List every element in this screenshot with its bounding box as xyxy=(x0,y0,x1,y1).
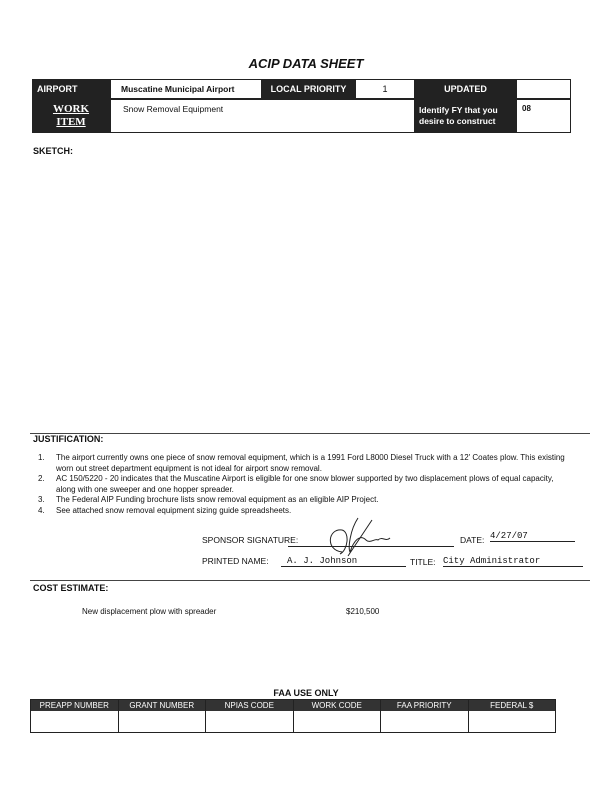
faa-column xyxy=(293,700,381,732)
page-title: ACIP DATA SHEET xyxy=(248,56,364,71)
title-label: TITLE: xyxy=(410,557,436,567)
justification-label: JUSTIFICATION: xyxy=(33,434,104,444)
faa-column xyxy=(31,700,118,732)
printed-name-value[interactable]: A. J. Johnson xyxy=(281,556,406,567)
divider xyxy=(30,580,590,581)
item-number: 1. xyxy=(38,453,45,462)
work-label: WORK xyxy=(52,103,90,115)
faa-column xyxy=(118,700,206,732)
date-label: DATE: xyxy=(460,535,485,545)
faa-field[interactable] xyxy=(119,711,206,732)
local-priority-label: LOCAL PRIORITY xyxy=(262,79,355,99)
title-value[interactable]: City Administrator xyxy=(443,556,583,567)
faa-column-header: NPIAS CODE xyxy=(206,700,293,711)
item-number: 4. xyxy=(38,505,45,515)
faa-field[interactable] xyxy=(294,711,381,732)
list-item xyxy=(38,453,573,474)
work-item-label xyxy=(32,99,110,133)
faa-table xyxy=(30,699,556,733)
faa-column-header: WORK CODE xyxy=(294,700,381,711)
updated-value[interactable] xyxy=(516,79,571,99)
faa-column-header: GRANT NUMBER xyxy=(119,700,206,711)
cost-estimate-label: COST ESTIMATE: xyxy=(33,583,109,593)
sponsor-signature-label: SPONSOR SIGNATURE: xyxy=(202,535,299,545)
list-item xyxy=(38,474,573,495)
faa-column-header: FEDERAL $ xyxy=(469,700,556,711)
item-text: See attached snow removal equipment sizing guide spreadsheets. xyxy=(56,505,292,515)
date-value[interactable]: 4/27/07 xyxy=(490,531,575,542)
item-number: 3. xyxy=(38,495,45,504)
faa-field[interactable] xyxy=(206,711,293,732)
faa-column xyxy=(380,700,468,732)
work-item-value[interactable]: Snow Removal Equipment xyxy=(110,99,415,133)
item-number: 2. xyxy=(38,474,45,483)
faa-column xyxy=(205,700,293,732)
item-text: AC 150/5220 - 20 indicates that the Muscatine Airport is eligible for one snow blower supported by two displacement plows of equal capacity, along with one sweeper and one hopper spreader. xyxy=(56,474,554,494)
sketch-label: SKETCH: xyxy=(33,146,73,156)
list-item xyxy=(38,506,573,517)
faa-column xyxy=(468,700,556,732)
faa-use-only-label: FAA USE ONLY xyxy=(273,688,339,698)
signature-image xyxy=(320,510,400,560)
faa-column-header: PREAPP NUMBER xyxy=(31,700,118,711)
cost-amount: $210,500 xyxy=(346,607,380,616)
faa-field[interactable] xyxy=(31,711,118,732)
airport-label: AIRPORT xyxy=(32,79,110,99)
item-text: The Federal AIP Funding brochure lists snow removal equipment as an eligible AIP Project. xyxy=(56,495,379,504)
cost-item: New displacement plow with spreader xyxy=(82,607,217,616)
list-item xyxy=(38,495,573,506)
item-label: ITEM xyxy=(56,116,86,128)
faa-field[interactable] xyxy=(381,711,468,732)
fy-label: Identify FY that you desire to construct xyxy=(415,99,516,133)
divider xyxy=(30,433,590,434)
faa-field[interactable] xyxy=(469,711,556,732)
local-priority-value[interactable]: 1 xyxy=(355,79,415,99)
fy-value[interactable]: 08 xyxy=(516,99,571,133)
updated-label: UPDATED xyxy=(415,79,516,99)
faa-column-header: FAA PRIORITY xyxy=(381,700,468,711)
justification-list xyxy=(38,453,573,516)
airport-value[interactable]: Muscatine Municipal Airport xyxy=(110,79,262,99)
printed-name-label: PRINTED NAME: xyxy=(202,556,269,566)
item-text: The airport currently owns one piece of snow removal equipment, which is a 1991 Ford L8000 Diesel Truck with a 12' Coates plow. This existing worn out street department equipment is not ideal for airport snow removal. xyxy=(56,453,565,473)
